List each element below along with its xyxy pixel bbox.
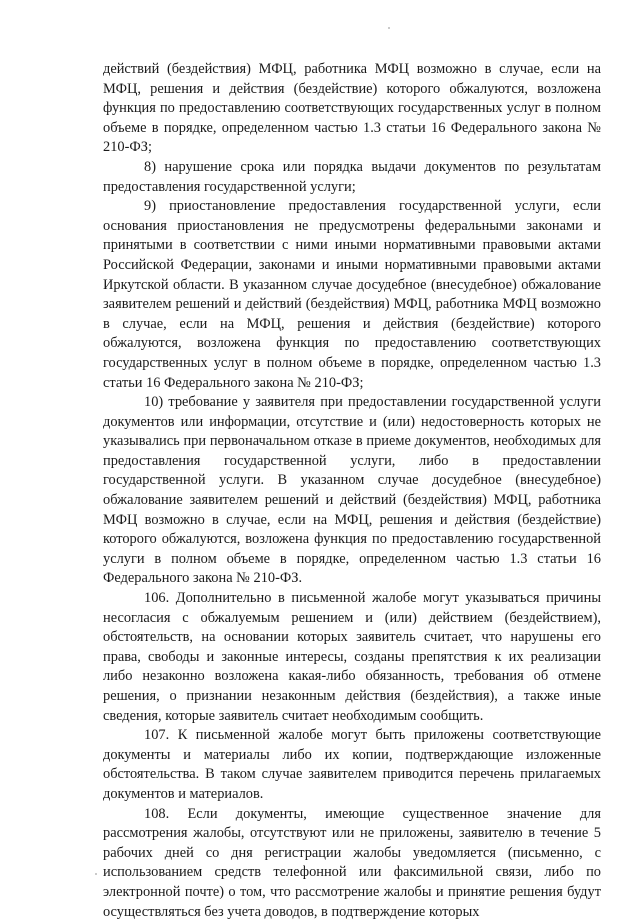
list-item-10: 10) требование у заявителя при предоставлении государственной услуги документов или информации, отсутствие и (или) недостоверность которых не указывались при первоначальном отказе в приеме документов, необходимых для предоставления государственной услуги, либо в предоставлении государственной услуги. В указанном случае досудебное (внесудебное) обжалование заявителем решений и действий (бездействия) МФЦ, работника МФЦ возможно в случае, если на МФЦ, решения и действия (бездействие) которого обжалуются, возложена функция по предоставлению государственной услуги в полном объеме в порядке, определенном частью 1.3 статьи 16 Федерального закона № 210-ФЗ.: [103, 394, 601, 587]
scan-speck: [95, 873, 97, 875]
scan-speck: [388, 27, 390, 29]
list-item-9: 9) приостановление предоставления государственной услуги, если основания приостановления не предусмотрены федеральными законами и принятыми в соответствии с ними иными нормативными правовыми актами Российской Федерации, законами и иными нормативными правовыми актами Иркутской области. В указанном случае досудебное (внесудебное) обжалование заявителем решений и действий (бездействия) МФЦ, работника МФЦ возможно в случае, если на МФЦ, решения и действия (бездействие) которого обжалуются, возложена функция по предоставлению соответствующих государственных услуг в полном объеме в порядке, определенном частью 1.3 статьи 16 Федерального закона № 210-ФЗ;: [103, 198, 601, 391]
clause-106: 106. Дополнительно в письменной жалобе могут указываться причины несогласия с обжалуемым решением и (или) действием (бездействием), обстоятельств, на основании которых заявитель считает, что нарушены его права, свободы и законные интересы, созданы препятствия к их реализации либо незаконно возложена какая-либо обязанность, требования об отмене решения, о признании незаконным действия (бездействия), а также иные сведения, которые заявитель считает необходимым сообщить.: [103, 590, 601, 724]
document-body: [103, 60, 601, 922]
clause-108: 108. Если документы, имеющие существенное значение для рассмотрения жалобы, отсутствуют или не приложены, заявителю в течение 5 рабочих дней со дня регистрации жалобы уведомляется (письменно, с использованием средств телефонной или факсимильной связи, либо по электронной почте) о том, что рассмотрение жалобы и принятие решения будут осуществляться без учета доводов, в подтверждение которых: [103, 805, 601, 920]
clause-107: 107. К письменной жалобе могут быть приложены соответствующие документы и материалы либо их копии, подтверждающие изложенные обстоятельства. В таком случае заявителем приводится перечень прилагаемых документов и материалов.: [103, 727, 601, 802]
list-item-8: 8) нарушение срока или порядка выдачи документов по результатам предоставления государственной услуги;: [103, 158, 601, 195]
paragraph-continuation: действий (бездействия) МФЦ, работника МФЦ возможно в случае, если на МФЦ, решения и действия (бездействие) которого обжалуются, возложена функция по предоставлению соответствующих государственных услуг в полном объеме в порядке, определенном частью 1.3 статьи 16 Федерального закона № 210-ФЗ;: [103, 61, 601, 156]
